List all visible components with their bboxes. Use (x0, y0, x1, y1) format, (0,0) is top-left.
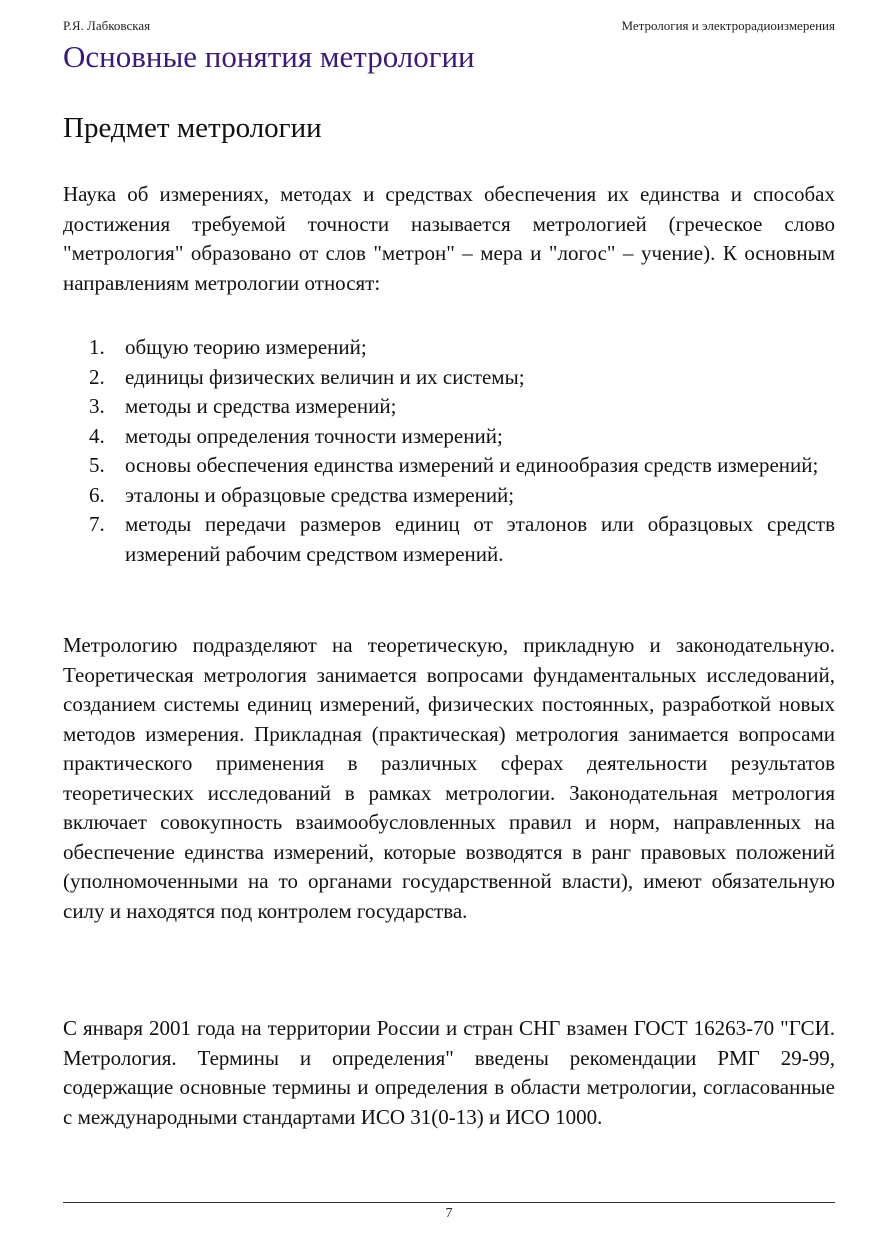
chapter-title: Основные понятия метрологии (63, 39, 475, 74)
list-item (63, 510, 835, 569)
list-item-number: 4. (89, 423, 105, 448)
document-page (63, 0, 835, 1241)
intro-paragraph: Наука об измерениях, методах и средствах обеспечения их единства и способах достижения требуемой точности называется метрологией (греческое слово "метрология" образовано от слов "метрон" – мера и "логос" – учение). К основным направлениям метрологии относят: (63, 182, 835, 295)
list-item-text: эталоны и образцовые средства измерений; (125, 482, 515, 507)
list-item (63, 451, 835, 481)
list-item-number: 7. (89, 512, 105, 536)
list-item (63, 422, 835, 452)
list-item-number: 5. (89, 453, 105, 477)
metrology-types-paragraph: Метрологию подразделяют на теоретическую, прикладную и законодательную. Теоретическая метрология занимается вопросами фундаментальных исследований, созданием системы единиц измерений, физических постоянных, разработкой новых методов измерения. Прикладная (практическая) метрология занимается вопросами практического применения в различных сферах деятельности результатов теоретических исследований в рамках метрологии. Законодательная метрология включает совокупность взаимообусловленных правил и норм, направленных на обеспечение единства измерений, которые возводятся в ранг правовых положений (уполномоченными на то органами государственной власти), имеют обязательную силу и находятся под контролем государства. (63, 633, 835, 923)
metrology-directions-list (63, 333, 835, 569)
footer-divider (63, 1202, 835, 1203)
list-item-number: 3. (89, 394, 105, 418)
list-item (63, 392, 835, 422)
list-item-text: единицы физических величин и их системы; (125, 364, 525, 389)
standards-paragraph: С января 2001 года на территории России и стран СНГ взамен ГОСТ 16263-70 "ГСИ. Метрология. Термины и определения" введены рекомендации РМГ 29-99, содержащие основные термины и определения в области метрологии, согласованные с международными стандартами ИСО 31(0-13) и ИСО 1000. (63, 1016, 835, 1129)
list-item-number: 1. (89, 335, 105, 359)
header-author: Р.Я. Лабковская (63, 18, 151, 33)
list-item-text: общую теорию измерений; (125, 335, 367, 359)
section-title: Предмет метрологии (63, 112, 322, 144)
page-number: 7 (445, 1206, 453, 1221)
list-item (63, 333, 835, 363)
header-book-title: Метрология и электрорадиоизмерения (621, 18, 835, 33)
list-item (63, 481, 835, 511)
list-item-text: методы определения точности измерений; (125, 423, 503, 448)
list-item-text: методы передачи размеров единиц от эталонов или образцовых средств измерений рабочим средством измерений. (125, 512, 835, 566)
list-item-number: 2. (89, 364, 105, 389)
list-item-text: основы обеспечения единства измерений и единообразия средств измерений; (125, 453, 819, 477)
list-item-number: 6. (89, 482, 105, 507)
list-item (63, 363, 835, 393)
list-item-text: методы и средства измерений; (125, 394, 397, 418)
